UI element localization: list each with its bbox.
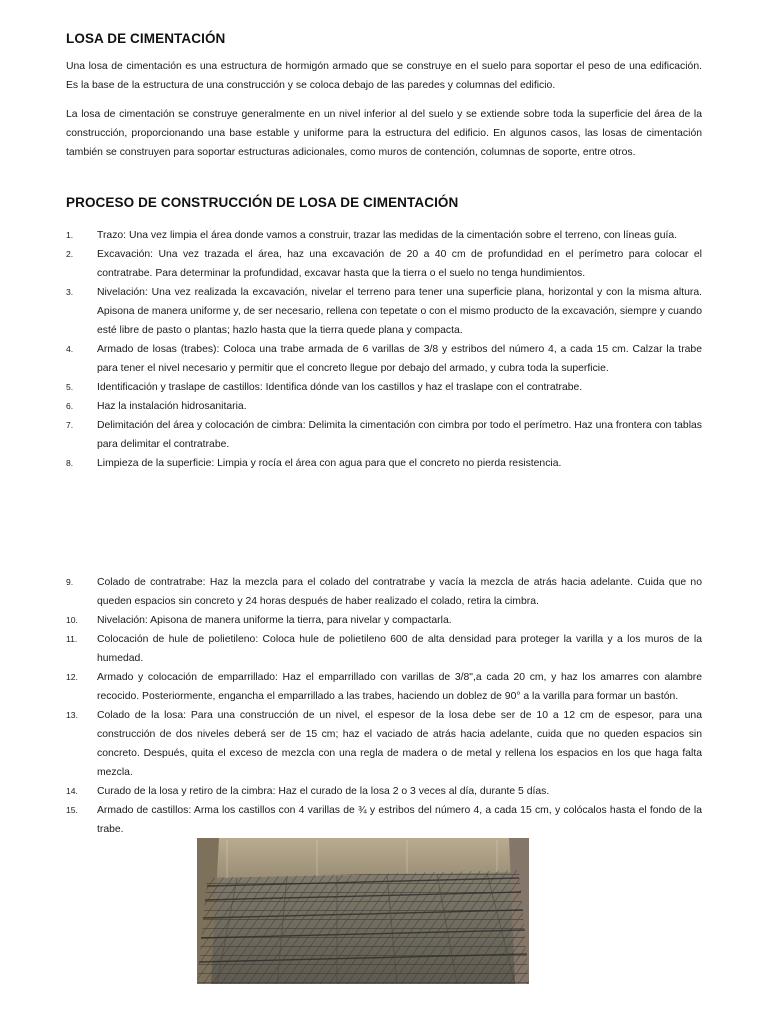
step-number: 7. <box>66 420 74 430</box>
step-number: 14. <box>66 786 78 796</box>
steps-list-part-1 <box>66 226 702 473</box>
step-text: Limpieza de la superficie: Limpia y rocía el área con agua para que el concreto no pierda resistencia. <box>97 458 562 469</box>
document-title: LOSA DE CIMENTACIÓN <box>66 31 226 46</box>
intro-paragraph-1: Una losa de cimentación es una estructura de hormigón armado que se construye en el suelo para soportar el peso de una edificación. Es la base de la estructura de una construcción y se coloca debajo de las paredes y columnas del edificio. <box>66 61 702 91</box>
step-number: 10. <box>66 615 78 625</box>
step-item <box>66 706 702 782</box>
step-text: Armado de losas (trabes): Coloca una trabe armada de 6 varillas de 3/8 y estribos del número 4, a cada 15 cm. Calzar la trabe para tener el nivel necesario y permitir que el concreto llegue por debajo del armado, y cubra toda la superficie. <box>97 344 702 374</box>
step-text: Curado de la losa y retiro de la cimbra: Haz el curado de la losa 2 o 3 veces al día, durante 5 días. <box>97 786 550 797</box>
step-item <box>66 782 702 801</box>
step-text: Armado de castillos: Arma los castillos con 4 varillas de ¾ y estribos del número 4, a cada 15 cm, y colócalos hasta el fondo de la trabe. <box>97 805 702 835</box>
step-text: Nivelación: Una vez realizada la excavación, nivelar el terreno para tener una superficie plana, horizontal y con la misma altura. Apisona de manera uniforme y, de ser necesario, rellena con tepetate o con el mismo producto de la excavación, siempre y cuando esté libre de pasto o plantas; hazlo hasta que la tierra quede plana y compacta. <box>97 287 702 336</box>
step-text: Colado de contratrabe: Haz la mezcla para el colado del contratrabe y vacía la mezcla de atrás hacia adelante. Cuida que no queden espacios sin concreto y 24 horas después de haber realizado el colado, retira la cimbra. <box>97 577 702 607</box>
step-number: 11. <box>66 634 78 644</box>
step-number: 5. <box>66 382 74 392</box>
step-item <box>66 378 702 397</box>
step-item <box>66 801 702 839</box>
rebar-mesh-image <box>197 838 529 984</box>
step-number: 12. <box>66 672 78 682</box>
step-text: Colado de la losa: Para una construcción de un nivel, el espesor de la losa debe ser de 10 a 12 cm de espesor, para una construcción de dos niveles deberá ser de 15 cm; haz el vaciado de atrás hacia adelante, cuida que no queden espacios sin concreto. Después, quita el exceso de mezcla con una regla de madera o de metal y rellena los espacios en los que haga falta mezcla. <box>97 710 702 778</box>
step-text: Colocación de hule de polietileno: Coloca hule de polietileno 600 de alta densidad para proteger la varilla y a los muros de la humedad. <box>97 634 702 664</box>
step-item <box>66 283 702 340</box>
step-text: Haz la instalación hidrosanitaria. <box>97 401 247 412</box>
step-item <box>66 245 702 283</box>
step-number: 15. <box>66 805 78 815</box>
step-text: Armado y colocación de emparrillado: Haz el emparrillado con varillas de 3/8",a cada 20 cm, y haz los amarres con alambre recocido. Posteriormente, engancha el emparrillado a las trabes, haciendo un doblez de 90° a la varilla para formar un bastón. <box>97 672 702 702</box>
step-number: 2. <box>66 249 74 259</box>
step-number: 3. <box>66 287 74 297</box>
step-item <box>66 397 702 416</box>
step-item <box>66 630 702 668</box>
step-number: 13. <box>66 710 78 720</box>
step-number: 6. <box>66 401 74 411</box>
steps-list-part-2 <box>66 573 702 839</box>
step-text: Trazo: Una vez limpia el área donde vamos a construir, trazar las medidas de la cimentación sobre el terreno, con líneas guía. <box>97 230 678 241</box>
step-item <box>66 611 702 630</box>
step-text: Nivelación: Apisona de manera uniforme la tierra, para nivelar y compactarla. <box>97 615 452 626</box>
step-item <box>66 226 702 245</box>
process-heading: PROCESO DE CONSTRUCCIÓN DE LOSA DE CIMENTACIÓN <box>66 195 459 210</box>
step-item <box>66 668 702 706</box>
step-item <box>66 416 702 454</box>
step-item <box>66 340 702 378</box>
step-number: 1. <box>66 230 74 240</box>
step-item <box>66 573 702 611</box>
step-text: Identificación y traslape de castillos: Identifica dónde van los castillos y haz el traslape con el contratrabe. <box>97 382 583 393</box>
step-number: 9. <box>66 577 74 587</box>
intro-paragraph-2: La losa de cimentación se construye generalmente en un nivel inferior al del suelo y se extiende sobre toda la superficie del área de la construcción, proporcionando una base estable y uniforme para la estructura del edificio. En algunos casos, las losas de cimentación también se construyen para soportar estructuras adicionales, como muros de contención, columnas de soporte, entre otros. <box>66 109 702 158</box>
step-number: 8. <box>66 458 74 468</box>
step-text: Excavación: Una vez trazada el área, haz una excavación de 20 a 40 cm de profundidad en el perímetro para colocar el contratrabe. Para determinar la profundidad, excavar hasta que la tierra o el suelo no tenga hundimientos. <box>97 249 702 279</box>
step-item <box>66 454 702 473</box>
step-text: Delimitación del área y colocación de cimbra: Delimita la cimentación con cimbra por todo el perímetro. Haz una frontera con tablas para delimitar el contratrabe. <box>97 420 702 450</box>
step-number: 4. <box>66 344 74 354</box>
rebar-mesh-photo <box>197 838 529 984</box>
